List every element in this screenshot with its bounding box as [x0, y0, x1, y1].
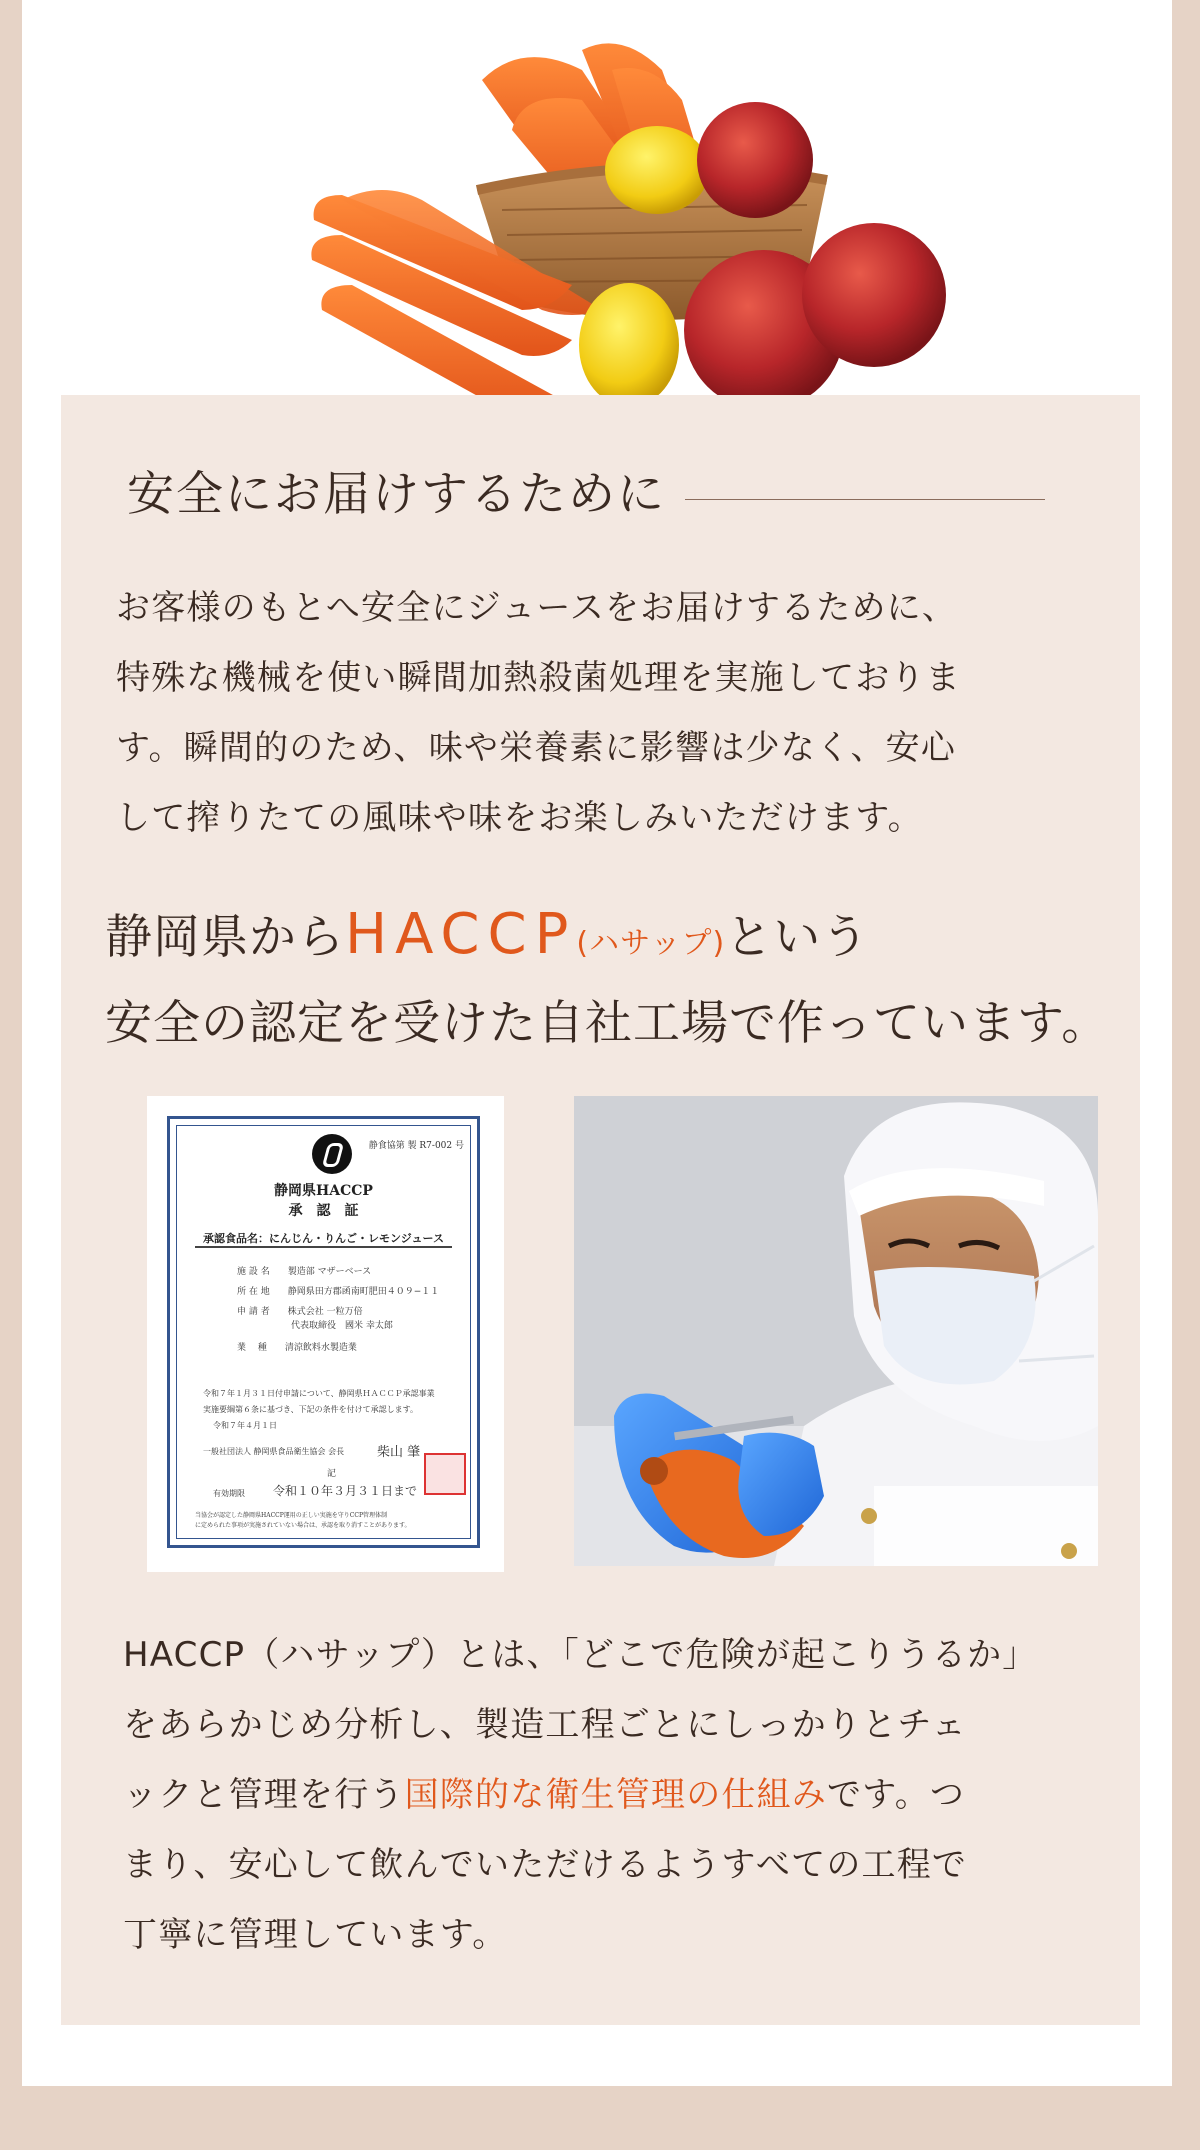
haccp-heading-line-2: 安全の認定を受けた自社工場で作っています。 [105, 996, 1110, 1051]
haccp-heading-accent: HACCP [345, 902, 577, 967]
haccp-description [123, 1620, 1103, 1970]
certificate-footer-row: に定められた事項が実施されていない場合は、承認を取り消すことがあります。 [195, 1522, 411, 1529]
worker-peeling-carrot-icon [574, 1096, 1098, 1566]
description-line [123, 1760, 1103, 1830]
certificate-footer-row: 当協会が認定した静岡県HACCP運用の正しい実施を守りCCP管理体制 [195, 1512, 388, 1519]
certificate-expiry-label: 有効期限 [213, 1489, 245, 1498]
content-panel [61, 395, 1140, 2025]
certificate-seal-icon [424, 1453, 466, 1495]
certificate-body-row: 実施要綱第６条に基づき、下記の条件を付けて承認します。 [203, 1405, 419, 1414]
certificate-number: 静食協第 製 R7-002 号 [368, 1141, 464, 1151]
intro-paragraph [116, 573, 1076, 853]
certificate-expiry: 令和１０年３月３１日まで [273, 1484, 418, 1498]
intro-line: お客様のもとへ安全にジュースをお届けするために、 [116, 588, 958, 628]
haccp-heading-post: という [725, 910, 870, 965]
title-divider [685, 499, 1045, 500]
haccp-heading-pre: 静岡県から [105, 910, 345, 965]
certificate-border [167, 1116, 480, 1548]
lemon-front-icon [579, 283, 679, 407]
certificate-title: 静岡県HACCP [274, 1183, 373, 1199]
intro-line: 特殊な機械を使い瞬間加熱殺菌処理を実施しておりま [116, 658, 961, 698]
section-heading [127, 465, 1087, 525]
certificate-signature: 一般社団法人 静岡県食品衛生協会 会長 [203, 1447, 345, 1456]
apple-icon [697, 102, 813, 218]
certificate-row: 所 在 地 静岡県田方郡函南町肥田４０９−１１ [237, 1287, 440, 1297]
certificate-row: 代表取締役 國米 幸太郎 [237, 1321, 393, 1331]
produce-basket-image [282, 10, 982, 430]
certificate-row: 業 種 清涼飲料水製造業 [237, 1343, 357, 1353]
description-text: です。つ [827, 1775, 966, 1815]
certificate-product: 承認食品名：にんじん・りんご・レモンジュース [203, 1232, 444, 1245]
haccp-certificate-image [147, 1096, 504, 1572]
intro-line: す。瞬間的のため、味や栄養素に影響は少なく、安心 [116, 728, 957, 768]
description-line: まり、安心して飲んでいただけるようすべての工程で [123, 1845, 968, 1885]
certificate-body-row: 令和７年４月１日 [213, 1421, 277, 1430]
certificate-note-label: 記 [327, 1469, 337, 1479]
intro-line: して搾りたての風味や味をお楽しみいただけます。 [116, 798, 923, 838]
certificate-underline [195, 1246, 452, 1248]
haccp-heading-reading: (ハサップ) [576, 926, 726, 961]
apple-right-icon [802, 223, 946, 367]
lemon-icon [605, 126, 709, 214]
certificate-signer: 柴山 肇 [377, 1445, 421, 1460]
haccp-heading [105, 895, 1145, 1064]
section-title: 安全にお届けするために [127, 467, 666, 522]
description-highlight: 国際的な衛生管理の仕組み [404, 1775, 828, 1815]
page-card [22, 0, 1172, 2086]
description-line: をあらかじめ分析し、製造工程ごとにしっかりとチェ [123, 1705, 967, 1745]
certificate-logo-icon [312, 1134, 352, 1174]
description-text: ックと管理を行う [123, 1775, 405, 1815]
haccp-heading-line-1 [105, 895, 1145, 984]
factory-worker-photo [574, 1096, 1098, 1566]
certificate-body-row: 令和７年１月３１日付申請について、静岡県ＨＡＣＣＰ承認事業 [203, 1389, 435, 1398]
certificate-row: 施 設 名 製造部 マザーベース [237, 1267, 372, 1277]
description-line: 丁寧に管理しています。 [123, 1915, 508, 1955]
description-line: HACCP（ハサップ）とは、「どこで危険が起こりうるか」 [123, 1635, 1038, 1675]
certificate-subtitle: 承 認 証 [288, 1203, 359, 1219]
certificate-row: 申 請 者 株式会社 一粒万倍 [237, 1307, 363, 1317]
